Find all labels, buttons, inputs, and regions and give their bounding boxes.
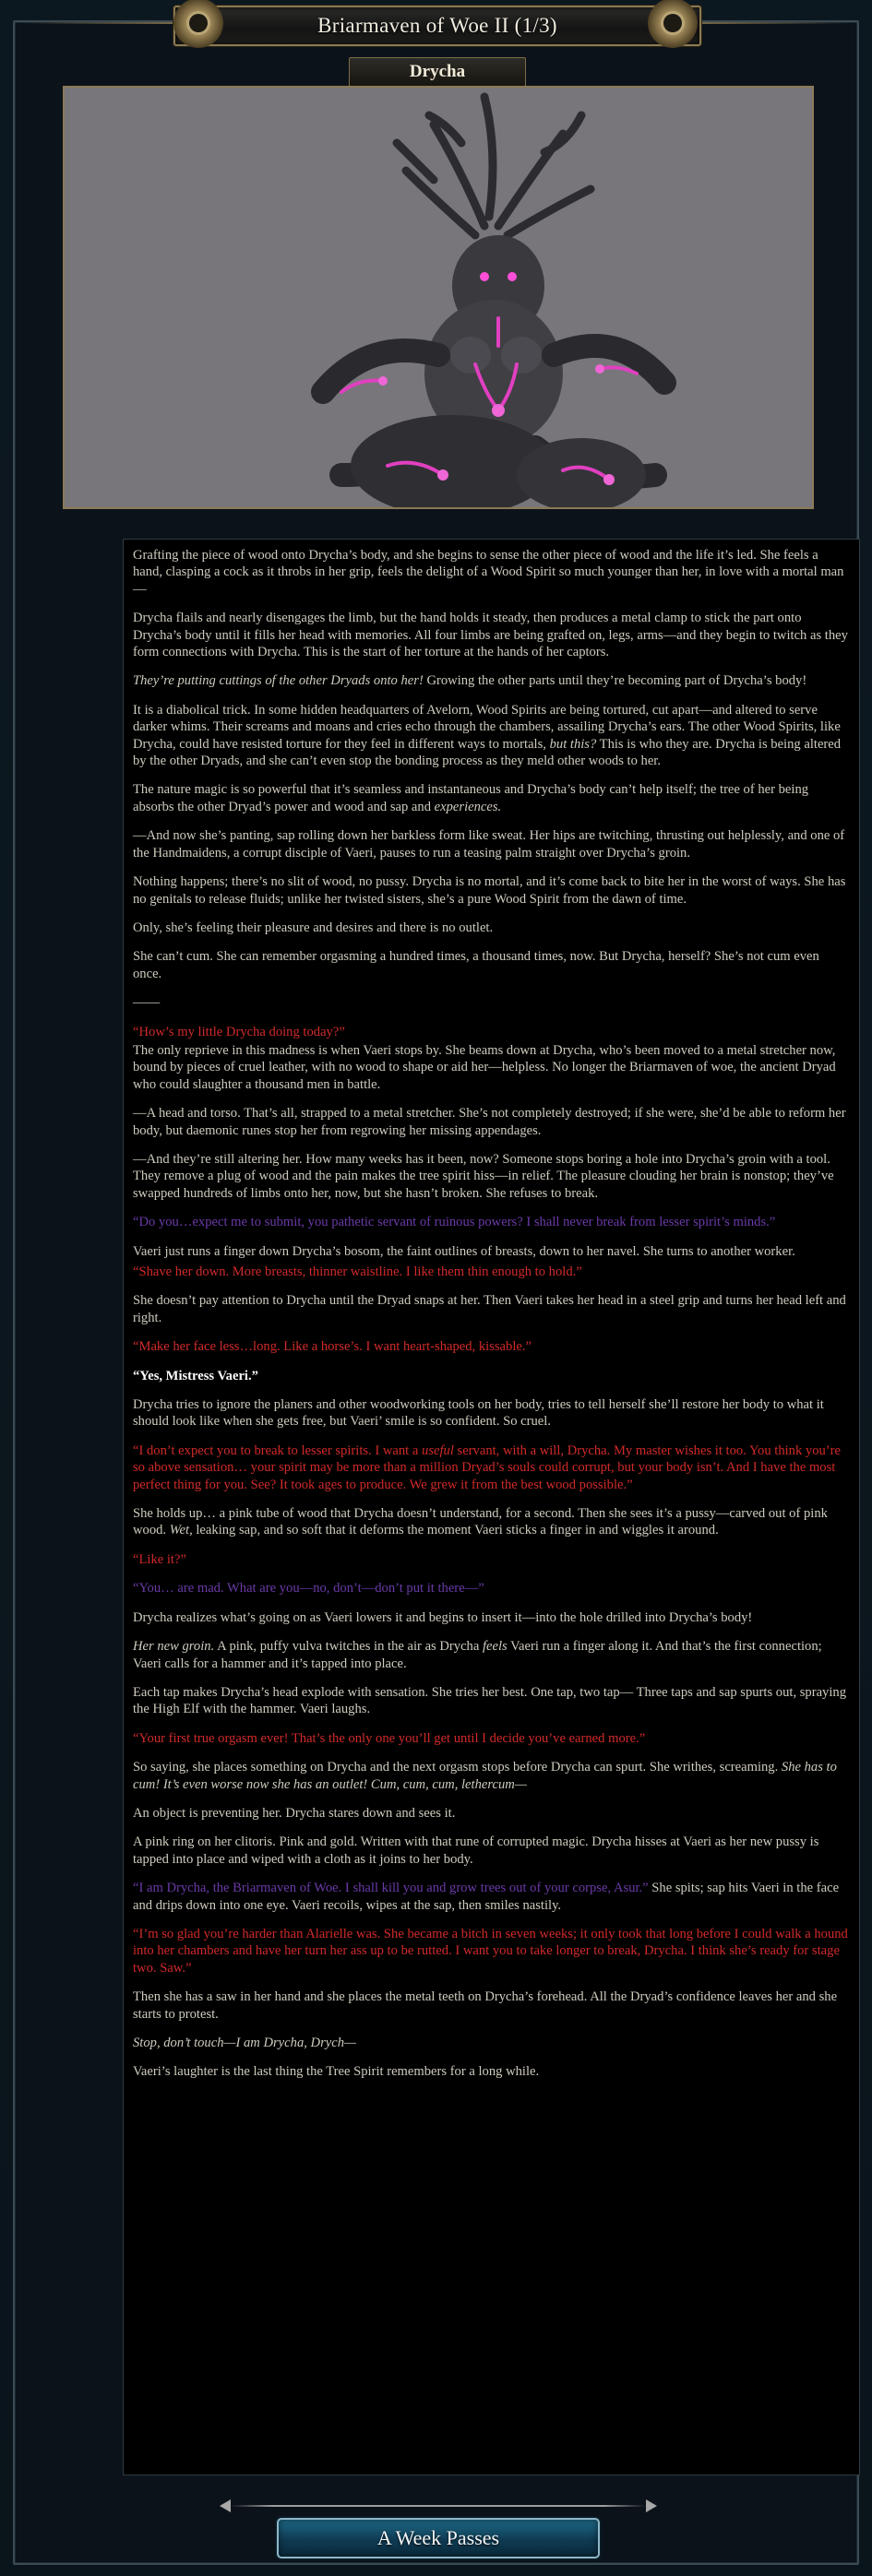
story-text-panel — [123, 539, 860, 2475]
dialogue-drycha: “I am Drycha, the Briarmaven of Woe. I shall kill you and grow trees out of your corpse, Asur.” — [133, 1881, 649, 1896]
emphasis: but this? — [549, 736, 597, 752]
emphasis: Wet, — [169, 1523, 193, 1538]
continue-button[interactable]: A Week Passes — [277, 2518, 600, 2558]
emphasis: useful — [422, 1442, 454, 1458]
emphasis: experiences. — [434, 799, 502, 814]
story-paragraph: She doesn’t pay attention to Drycha until the Dryad snaps at her. Then Vaeri takes her head in a steel grip and turns her head left and right. — [133, 1293, 846, 1325]
dialogue-drycha: “You… are mad. What are you—no, don’t—don’t put it there—” — [133, 1581, 484, 1597]
window-title: Briarmaven of Woe II (1/3) — [317, 14, 557, 37]
story-paragraph: Vaeri’s laughter is the last thing the Tree Spirit remembers for a long while. — [133, 2064, 540, 2080]
title-flourish-left — [24, 22, 181, 24]
section-divider: —— — [133, 995, 161, 1011]
title-banner — [173, 6, 701, 46]
dialogue-vaeri: “Your first true orgasm ever! That’s the only one you’ll get until I decide you’ve earned more.” — [133, 1730, 646, 1746]
story-paragraph — [133, 1759, 850, 1793]
text-span: “I don’t expect you to break to lesser spirits. I want a — [133, 1442, 423, 1458]
dialogue-vaeri: “Shave her down. More breasts, thinner waistline. I like them thin enough to hold.” — [133, 1264, 582, 1279]
dialogue-vaeri: “Make her face less…long. Like a horse’s. I want heart-shaped, kissable.” — [133, 1339, 532, 1355]
story-paragraph: Then she has a saw in her hand and she places the metal teeth on Drycha’s forehead. All the Dryad’s confidence leaves her and she starts to protest. — [133, 1989, 838, 2022]
story-paragraph — [133, 1505, 850, 1539]
text-span: The nature magic is so powerful that it’s seamless and instantaneous and Drycha’s body can’t help itself; the tree of her being absorbs the other Dryad’s power and wood and sap and — [133, 782, 809, 814]
story-paragraph — [133, 1880, 850, 1914]
ornament-left-icon — [173, 0, 223, 48]
story-paragraph: Grafting the piece of wood onto Drycha’s body, and she begins to sense the other piece of wood and the life it’s led. She feels a hand, clasping a cock as it throbs in her grip, feels the delight of a Wood Spirit so much younger than her, in love with a mortal man— — [133, 548, 844, 597]
text-span: leaking sap, and so soft that it deforms the moment Vaeri sticks a finger in and wiggles it around. — [192, 1523, 719, 1538]
story-paragraph: —And now she’s panting, sap rolling down her barkless form like sweat. Her hips are twitching, thrusting out helplessly, and one of the Handmaidens, a corrupt disciple of Vaeri, pauses to run a teasing palm straight over Drycha’s groin. — [133, 828, 845, 861]
text-span: She spits; sap hits Vaeri in the face and drips down into one eye. Vaeri recoils, wipes at the sap, then smiles nastily. — [133, 1881, 840, 1913]
story-paragraph: —A head and torso. That’s all, strapped to a metal stretcher. She’s not completely destroyed; if she were, she’d be able to reform her body, but daemonic runes stop her from regrowing her missing appendages. — [133, 1106, 846, 1138]
story-paragraph: Nothing happens; there’s no slit of wood, no pussy. Drycha is no mortal, and it’s come back to bite her in the worst of ways. She has no genitals to release fluids; unlike her twisted sisters, she’s a pure Wood Spirit from the dawn of time. — [133, 874, 846, 907]
story-paragraph: The only reprieve in this madness is when Vaeri stops by. She beams down at Drycha, who’s been moved to a metal stretcher now, bound by pieces of cruel leather, with no wood to shape or aid her—helpless. No longer the Briarmaven of woe, the ancient Dryad who could slaughter a thousand men in battle. — [133, 1042, 836, 1092]
text-span: Growing the other parts until they’re becoming part of Drycha’s body! — [423, 673, 807, 689]
story-paragraph: A pink ring on her clitoris. Pink and gold. Written with that rune of corrupted magic. Drycha hisses at Vaeri as her new pussy is tapped into place and wiped with a cloth as it joins to her body. — [133, 1834, 819, 1867]
story-paragraph — [133, 702, 850, 770]
emphasis: They’re putting cuttings of the other Dryads onto her! — [133, 673, 424, 689]
story-paragraph: Each tap makes Drycha’s head explode with sensation. She tries her best. One tap, two tap— Three taps and sap spurts out, spraying the High Elf with the hammer. Vaeri laughs. — [133, 1684, 847, 1717]
text-span: A pink, puffy vulva twitches in the air as Drycha — [214, 1639, 483, 1655]
story-paragraph — [133, 672, 850, 689]
story-paragraph: Vaeri just runs a finger down Drycha’s bosom, the faint outlines of breasts, down to her navel. She turns to another worker. — [133, 1243, 795, 1259]
text-span: She holds up… a pink tube of wood that Drycha doesn’t understand, for a second. Then she sees it’s a pussy—carved out of pink wood. — [133, 1506, 828, 1538]
dialogue-vaeri: “How’s my little Drycha doing today?” — [133, 1024, 345, 1039]
title-flourish-right — [692, 22, 849, 24]
text-span: It is a diabolical trick. In some hidden headquarters of Avelorn, Wood Spirits are being tortured, cut apart—and altered to serve darker whims. Their screams and moans and cries echo through the chambers, assailing Drycha’s ears. The other Wood Spirits, like Drycha, could have resisted torture for they feel in different ways to mortals, — [133, 702, 841, 752]
text-span: Vaeri run a finger along it. And that’s the first connection; Vaeri calls for a hammer and it’s tapped into place. — [133, 1639, 822, 1671]
story-paragraph: Drycha tries to ignore the planers and other woodworking tools on her body, tries to tell herself she’ll restore her body to what it should look like when she gets free, but Vaeri’ smile is so confident. So cruel. — [133, 1397, 824, 1430]
story-paragraph: Only, she’s feeling their pleasure and desires and there is no outlet. — [133, 920, 494, 935]
story-paragraph — [133, 2035, 850, 2051]
text-span: servant, with a will, Drycha. My master wishes it too. You think you’re so above sensation… your spirit may be more than a million Dryad’s souls could corrupt, but your body isn’t. And I have the most perfect thing for you. See? It took ages to produce. We grew it from the best wood possible.” — [133, 1442, 842, 1492]
dialogue-vaeri: “Like it?” — [133, 1551, 186, 1567]
subtitle-banner — [349, 57, 526, 87]
story-paragraph: Drycha realizes what’s going on as Vaeri lowers it and begins to insert it—into the hole drilled into Drycha’s body! — [133, 1609, 753, 1625]
dialogue-vaeri — [133, 1442, 850, 1493]
dialogue-vaeri: “I’m so glad you’re harder than Alarielle was. She became a bitch in seven weeks; it only took that long before I could walk a hound into her chambers and have her turn her ass up to be rutted. I want you to take longer to break, Drycha. I think she’s ready for stage two. Saw.” — [133, 1926, 848, 1976]
emphasis: Her new groin. — [133, 1639, 215, 1655]
text-span: This is who they are. Drycha is being altered by the other Dryads, and she can’t even stop the bonding process as they meld other woods to her. — [133, 736, 842, 769]
story-paragraph: She can’t cum. She can remember orgasming a hundred times, a thousand times, now. But Drycha, herself? She’s not cum even once. — [133, 949, 819, 981]
arrow-left-icon — [220, 2499, 231, 2512]
character-illustration — [63, 86, 814, 509]
dialogue-drycha: “Do you…expect me to submit, you pathetic servant of ruinous powers? I shall never break from lesser spirit’s minds.” — [133, 1215, 776, 1230]
story-paragraph — [133, 1638, 850, 1672]
emphasis: Stop, don’t touch—I am Drycha, Drych— — [133, 2036, 356, 2050]
arrow-right-icon — [646, 2499, 657, 2512]
story-paragraph: Drycha flails and nearly disengages the limb, but the hand holds it steady, then produces a metal clamp to stick the part onto Drycha’s body until it fills her head with memories. All four limbs are being grafted on, legs, arms—and they begin to twitch as they form connections with Drycha. This is the start of her torture at the hands of her captors. — [133, 611, 848, 660]
character-name: Drycha — [409, 62, 466, 81]
emphasis: feels — [482, 1639, 508, 1655]
emphasis: She has to cum! It’s even worse now she has an outlet! Cum, cum, cum, lethercum— — [133, 1760, 837, 1792]
footer-divider — [231, 2505, 646, 2507]
story-paragraph — [133, 781, 850, 815]
dryad-illustration — [65, 88, 812, 507]
dialogue-worker: “Yes, Mistress Vaeri.” — [133, 1368, 258, 1383]
story-paragraph: —And they’re still altering her. How many weeks has it been, now? Someone stops boring a hole into Drycha’s groin with a tool. They remove a plug of wood and the pain makes the tree spirit hiss—in relief. The pleasure clouding her brain is nonstop; they’ve swapped hundreds of limbs onto her, now, but she hasn’t broken. She refuses to break. — [133, 1151, 834, 1201]
text-span: So saying, she places something on Drycha and the next orgasm stops before Drycha can spurt. She writhes, screaming. — [133, 1760, 782, 1775]
ornament-right-icon — [648, 0, 698, 48]
story-paragraph: An object is preventing her. Drycha stares down and sees it. — [133, 1805, 456, 1821]
